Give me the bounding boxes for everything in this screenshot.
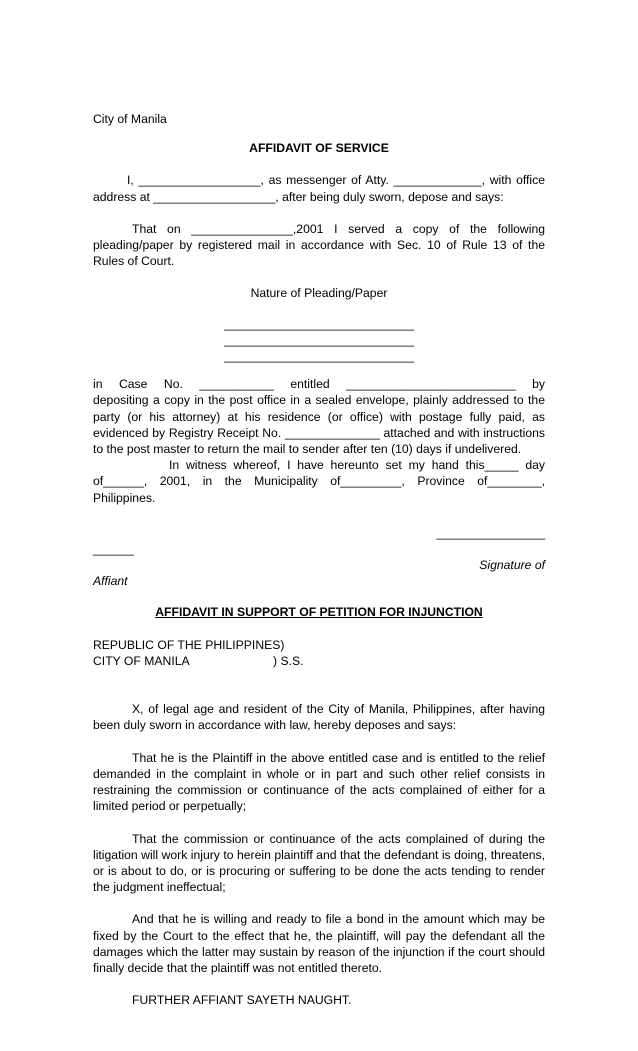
blank-line: ____________________________ [224, 349, 414, 364]
injunction-paragraph-2: That he is the Plaintiff in the above entitled case and is entitled to the relief demanded in the complaint in whole or in part and such other relief consists in restraining the commission or continuance of the acts complained of either for a limited period or perpetually; [93, 750, 545, 814]
case-word: in [93, 377, 103, 392]
signature-line-cont: ______ [93, 542, 134, 557]
injunction-paragraph-3: That the commission or continuance of the acts complained of during the litigation will work injury to herein plaintiff and that the defendant is doing, threatens, or is about to do, or is procuring or suffering to be done the acts tending to render the judgment ineffectual; [93, 831, 545, 895]
service-paragraph-2: That on _______________,2001 I served a copy of the following pleading/paper by registered mail in accordance with Sec. 10 of Rule 13 of the Rules of Court. [93, 221, 545, 269]
affidavit-injunction-title: AFFIDAVIT IN SUPPORT OF PETITION FOR INJUNCTION [155, 604, 483, 619]
venue-line-1: REPUBLIC OF THE PHILIPPINES) [93, 637, 285, 652]
injunction-paragraph-4: And that he is willing and ready to file a bond in the amount which may be fixed by the Court to the effect that he, the plaintiff, will pay the defendant all the damages which the latter may sustain by reason of the injunction if the court should finally decide that the plaintiff was not entitled thereto. [93, 912, 545, 975]
case-word: No. [163, 377, 183, 392]
witness-paragraph: In witness whereof, I have hereunto set my hand this_____ day of______, 2001, in the Municipality of_________, Province of________, Philippines. [93, 458, 545, 505]
venue-city: CITY OF MANILA [93, 654, 190, 669]
case-word: _________________________ [346, 377, 516, 392]
venue-line-2 [93, 653, 545, 669]
case-word: ___________ [199, 377, 274, 392]
city-heading: City of Manila [93, 112, 167, 126]
document-page [93, 111, 545, 1008]
case-word: entitled [290, 377, 330, 392]
service-paragraph-1: I, __________________, as messenger of Atty. _____________, with office address at __________________, after being duly sworn, depose and says: [93, 173, 545, 204]
venue-ss: ) S.S. [273, 654, 304, 669]
affidavit-service-title: AFFIDAVIT OF SERVICE [249, 141, 389, 156]
blank-line: ____________________________ [224, 316, 414, 331]
signature-label-affiant: Affiant [93, 574, 128, 589]
closing-statement: FURTHER AFFIANT SAYETH NAUGHT. [132, 993, 352, 1008]
injunction-paragraph-1: X, of legal age and resident of the City of Manila, Philippines, after having been duly sworn in accordance with law, hereby deposes and says: [93, 702, 545, 733]
case-word: Case [118, 377, 148, 392]
signature-label: Signature of [479, 558, 545, 573]
pleading-blank-lines [93, 316, 545, 365]
case-line [93, 376, 545, 392]
signature-line: ________________ [436, 525, 545, 540]
service-paragraph-3: depositing a copy in the post office in a sealed envelope, plainly addressed to the party (or his attorney) at his residence (or office) with postage fully paid, as evidenced by Registry Receipt No. ______________ attached and with instructions to the post master to return the mail to sender after ten (10) days if undelivered. [93, 393, 545, 457]
case-word: by [532, 377, 545, 392]
nature-heading: Nature of Pleading/Paper [250, 286, 388, 301]
blank-line: ____________________________ [224, 332, 414, 347]
